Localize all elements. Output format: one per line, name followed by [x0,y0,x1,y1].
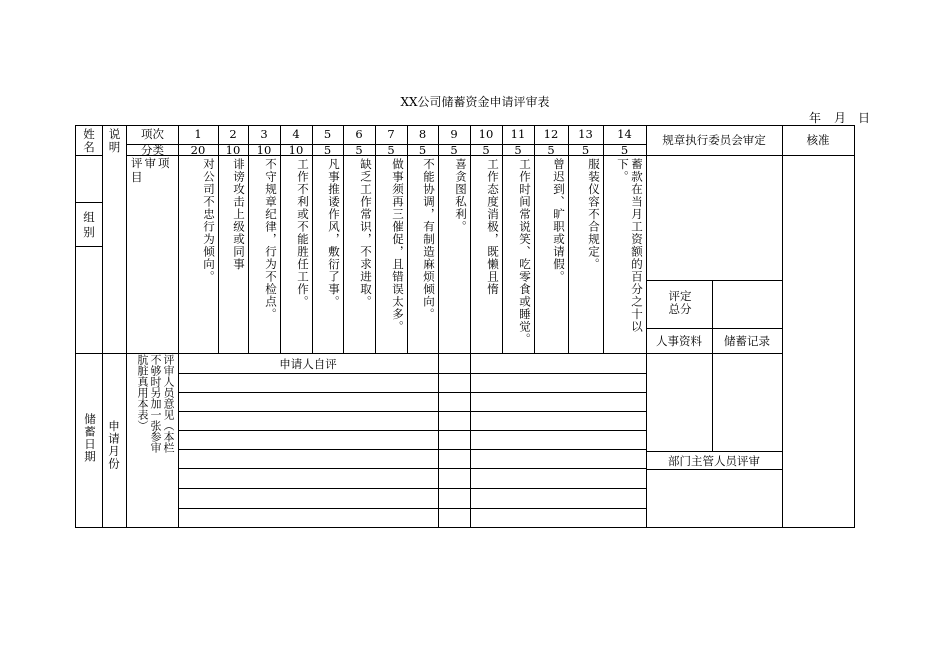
dept-review-label: 部门主管人员评审 [668,454,760,468]
review-item-label: 评审项目 [131,156,172,184]
item-score-4: 10 [288,143,304,157]
item-number-9: 9 [450,127,458,141]
item-score-13: 5 [581,143,590,157]
note-header: 说明 [108,127,121,154]
item-description-10: 工作态度消极，既懒且惰 [486,158,500,296]
group-label: 组别 [83,210,95,239]
item-number-3: 3 [260,127,268,141]
item-description-3: 不守规章纪律，行为不检点。 [264,158,278,321]
item-description-7: 做事须再三催促，且错误太多。 [391,158,405,333]
item-number-4: 4 [292,127,300,141]
page-title: XX公司储蓄资金申请评审表 [400,95,550,109]
item-number-12: 12 [543,127,559,141]
committee-header: 规章执行委员会审定 [662,133,766,147]
item-description-2: 诽谤攻击上级或同事 [232,158,246,271]
item-number-10: 10 [478,127,494,141]
item-score-5: 5 [323,143,332,157]
item-description-14: 蓄款在当月工资额的百分之十以下。 [616,158,644,333]
name-header: 姓名 [83,127,95,154]
date-day: 日 [858,111,871,125]
item-description-5: 凡事推诿作风，敷衍了事。 [327,158,341,308]
item-score-8: 5 [418,143,427,157]
item-description-13: 服装仪容不合规定。 [587,158,601,271]
item-score-1: 20 [190,143,206,157]
item-number-14: 14 [617,127,632,141]
item-number-7: 7 [387,127,395,141]
item-description-6: 缺乏工作常识，不求进取。 [359,158,373,308]
item-number-6: 6 [355,127,363,141]
item-description-1: 对公司不忠行为倾向。 [202,158,216,283]
item-score-3: 10 [256,143,272,157]
item-score-14: 5 [620,143,629,157]
item-number-11: 11 [510,127,526,141]
item-score-10: 5 [482,143,490,157]
personnel-label: 人事资料 [656,334,702,348]
item-score-6: 5 [355,143,363,157]
item-number-2: 2 [229,127,237,141]
item-description-11: 工作时间常说笑、吃零食或睡觉。 [518,158,532,346]
item-score-2: 10 [225,143,241,157]
item-score-12: 5 [547,143,555,157]
score-header: 分类 [141,143,164,157]
item-description-8: 不能协调，有制造麻烦倾向。 [422,158,436,321]
savings-date-label: 储蓄日期 [83,413,97,463]
item-description-9: 喜贪图私利。 [454,158,468,233]
savings-record-label: 储蓄记录 [724,334,770,348]
total-score-label: 评定总分 [668,289,692,316]
item-description-12: 曾迟到、旷职或请假。 [552,158,566,283]
item-number-8: 8 [418,127,427,141]
item-number-5: 5 [323,127,332,141]
item-score-7: 5 [387,143,395,157]
reviewer-opinion-label: 评审人员意见（本栏不够时另加一张参审肮脏真用本表） [136,354,175,453]
item-no-header: 项次 [141,127,164,141]
approve-header: 核准 [806,133,830,147]
date-month: 月 [834,111,847,125]
item-score-11: 5 [514,143,522,157]
item-description-4: 工作不利或不能胜任工作。 [296,158,310,308]
date-year: 年 [809,111,822,125]
self-review-label: 申请人自评 [279,357,337,371]
item-number-13: 13 [578,127,593,141]
apply-month-label: 申请月份 [107,420,121,470]
item-number-1: 1 [194,127,202,141]
item-score-9: 5 [450,143,458,157]
